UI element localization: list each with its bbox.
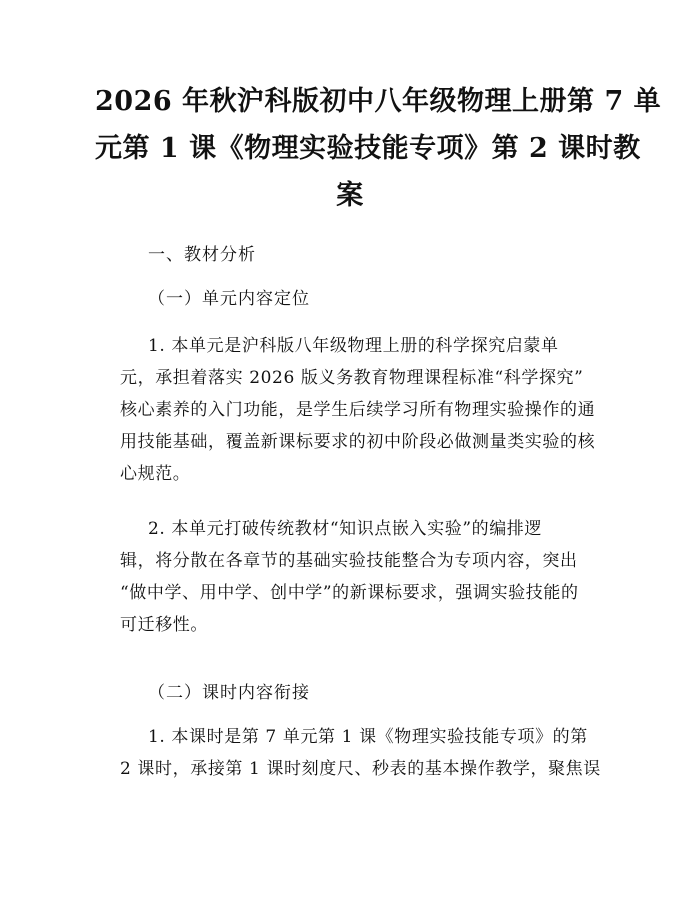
paragraph-line: 1. 本单元是沪科版八年级物理上册的科学探究启蒙单 [148,336,559,356]
paragraph-line: 用技能基础，覆盖新课标要求的初中阶段必做测量类实验的核 [120,432,596,452]
paragraph-unit-positioning-1 [120,330,600,490]
paragraph-line: 1. 本课时是第 7 单元第 1 课《物理实验技能专项》的第 [148,727,588,747]
paragraph-lesson-connection-1 [120,721,600,785]
paragraph-line: 元，承担着落实 2026 版义务教育物理课程标准“科学探究” [120,368,584,388]
paragraph-line: 可迁移性。 [120,615,208,635]
subsection-heading-unit-positioning: （一）单元内容定位 [148,289,310,309]
title-line: 元第 1 课《物理实验技能专项》第 2 课时教 [95,133,641,164]
paragraph-line: 心规范。 [120,464,191,484]
paragraph-line: 核心素养的入门功能，是学生后续学习所有物理实验操作的通 [120,400,596,420]
title-line: 2026 年秋沪科版初中八年级物理上册第 7 单 [95,86,662,117]
paragraph-line: 辑，将分散在各章节的基础实验技能整合为专项内容，突出 [120,551,578,571]
document-title [95,78,662,219]
paragraph-line: 2. 本单元打破传统教材“知识点嵌入实验”的编排逻 [148,519,543,539]
paragraph-unit-positioning-2 [120,513,600,641]
title-line: 案 [336,180,364,211]
paragraph-line: “做中学、用中学、创中学”的新课标要求，强调实验技能的 [120,583,579,603]
paragraph-line: 2 课时，承接第 1 课时刻度尺、秒表的基本操作教学，聚焦误 [120,759,601,779]
subsection-heading-lesson-connection: （二）课时内容衔接 [148,683,310,703]
section-heading-teaching-material-analysis: 一、教材分析 [148,245,256,265]
